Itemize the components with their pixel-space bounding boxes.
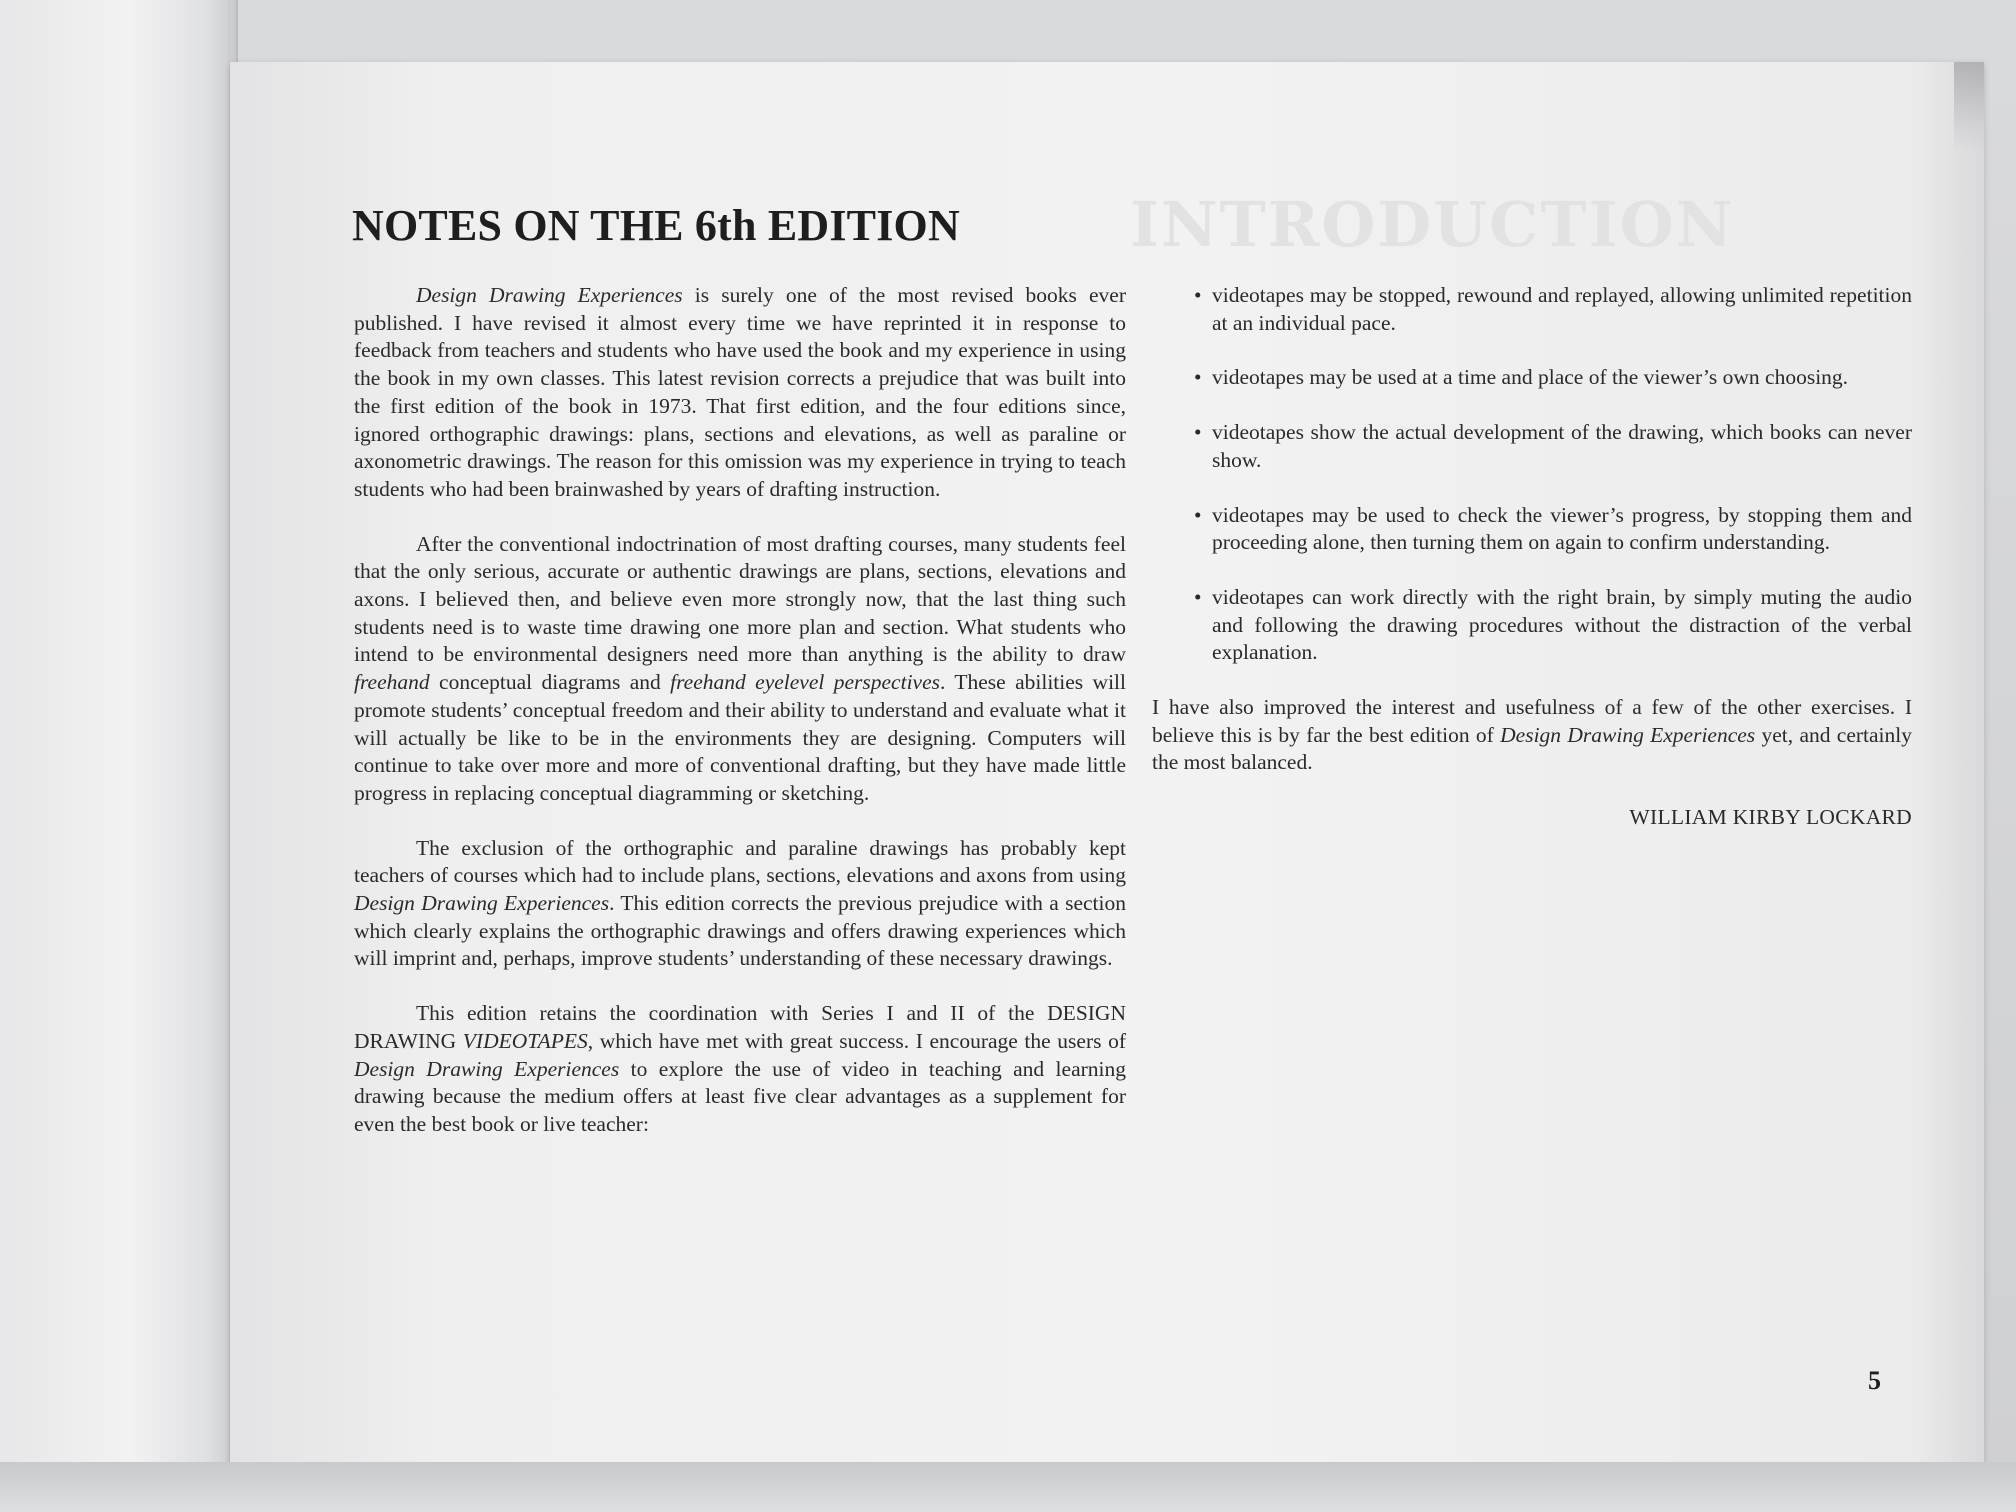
show-through-heading: INTRODUCTION <box>1130 188 1735 261</box>
list-item: • videotapes may be stopped, rewound and replayed, allowing unlimited repetition at an individual pace. <box>1152 282 1912 337</box>
italic-text: Design Drawing Experiences <box>354 1056 620 1081</box>
list-item: • videotapes show the actual development of the drawing, which books can never show. <box>1152 419 1912 474</box>
text-run: The exclusion of the orthographic and paraline drawings has probably kept teachers of courses which had to include plans, sections, elevations and axons from using <box>354 835 1126 888</box>
text-run: conceptual diagrams and <box>429 670 671 695</box>
page-number: 5 <box>1868 1366 1881 1395</box>
list-item: • videotapes may be used at a time and place of the viewer’s own choosing. <box>1152 364 1912 392</box>
text-run: to explore the use of video in teaching and learning drawing because the medium offers at least five clear advantages as a supplement for even the best book or live teacher: <box>354 1056 1127 1136</box>
videotape-advantages-list <box>1152 282 1912 667</box>
paragraph-4 <box>354 1000 1126 1139</box>
left-column <box>354 282 1126 1139</box>
paragraph-3 <box>354 835 1126 974</box>
closing-paragraph <box>1152 694 1912 777</box>
italic-text: VIDEOTAPES <box>462 1028 588 1053</box>
previous-page-edge <box>0 0 238 1512</box>
list-item: • videotapes may be used to check the viewer’s progress, by stopping them and proceeding alone, then turning them on again to confirm understanding. <box>1152 502 1912 557</box>
author-signature: WILLIAM KIRBY LOCKARD <box>1629 805 1912 830</box>
text-run: is surely one of the most revised books ever published. I have revised it almost every time we have reprinted it in response to feedback from teachers and students who have used the book and my experience in using the book in my own classes. This latest revision corrects a prejudice that was built into the first edition of the book in 1973. That first edition, and the four editions since, ignored orthographic drawings: plans, sections and elevations, as well as paraline or axonometric drawings. The reason for this omission was my experience in trying to teach students who had been brainwashed by years of drafting instruction. <box>354 283 1126 501</box>
right-column <box>1152 282 1912 832</box>
text-run: . These abilities will promote students’ conceptual freedom and their ability to understand and evaluate what it will actually be like to be in the environments they are designing. Computers will continue to take over more and more of conventional drafting, but they have made little progress in replacing conceptual diagramming or sketching. <box>354 670 1126 805</box>
paragraph-2 <box>354 531 1126 808</box>
italic-text: Design Drawing Experiences <box>1500 722 1756 747</box>
paragraph-1 <box>354 282 1126 504</box>
list-item: • videotapes can work directly with the right brain, by simply muting the audio and following the drawing procedures without the distraction of the verbal explanation. <box>1152 584 1912 667</box>
text-run: After the conventional indoctrination of most drafting courses, many students feel that the only serious, accurate or authentic drawings are plans, sections, elevations and axons. I believed then, and believe even more strongly now, that the last thing such students need is to waste time drawing one more plan and section. What students who intend to be environmental designers need more than anything is the ability to draw <box>354 531 1126 667</box>
text-run: . This edition corrects the previous prejudice with a section which clearly explains the orthographic drawings and offers drawing experiences which will imprint and, perhaps, improve students’ understanding of these necessary drawings. <box>354 891 1127 971</box>
italic-text: freehand <box>354 670 430 695</box>
page-corner-shadow <box>1954 62 1984 152</box>
text-run: , which have met with great success. I encourage the users of <box>587 1028 1126 1053</box>
text-run: This edition retains the coordination with Series I and II of the DESIGN DRAWING <box>354 1001 1126 1053</box>
text-run: yet, and certainly the most balanced. <box>1152 722 1913 775</box>
italic-text: Design Drawing Experiences <box>416 283 683 307</box>
table-surface <box>0 1462 2016 1512</box>
italic-text: freehand eyelevel perspectives <box>670 670 940 695</box>
text-run: I have also improved the interest and usefulness of a few of the other exercises. I believe this is by far the best edition of <box>1152 695 1912 747</box>
italic-text: Design Drawing Experiences <box>354 891 610 916</box>
page-title: NOTES ON THE 6th EDITION <box>352 201 960 250</box>
